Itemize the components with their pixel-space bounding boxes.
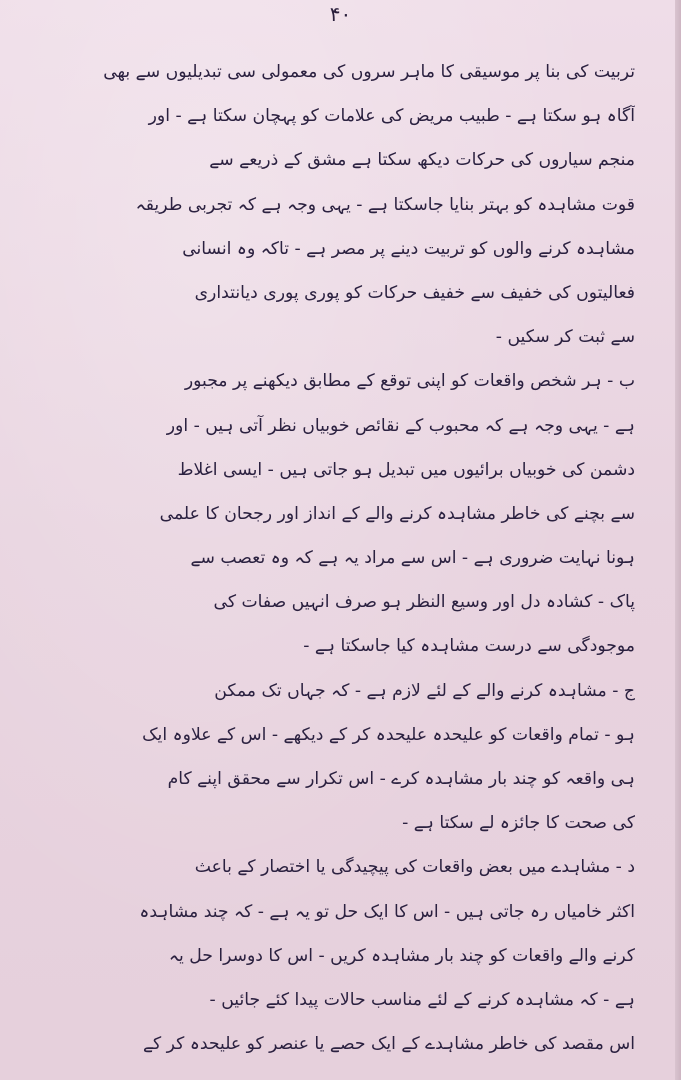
text-line: تربیت کی بنا پر موسیقی کا ماہر سروں کی معمولی سی تبدیلیوں سے بھی: [103, 62, 635, 82]
text-line: سے ثبت کر سکیں -: [495, 327, 635, 348]
page-edge-shadow: [675, 0, 681, 1080]
text-line: موجودگی سے درست مشاہدہ کیا جاسکتا ہے -: [303, 636, 635, 657]
text-line: مشاہدہ کرنے والوں کو تربیت دینے پر مصر ہے - تاکہ وہ انسانی: [182, 238, 635, 259]
text-line: پاک - کشادہ دل اور وسیع النظر ہو صرف انہیں صفات کی: [213, 592, 635, 613]
text-line: ہے - کہ مشاہدہ کرنے کے لئے مناسب حالات پیدا کئے جائیں -: [209, 989, 635, 1010]
text-line: ہو - تمام واقعات کو علیحدہ علیحدہ کر کے دیکھے - اس کے علاوہ ایک: [142, 724, 635, 745]
text-line: سے بچنے کی خاطر مشاہدہ کرنے والے کے انداز اور رجحان کا علمی: [159, 503, 635, 524]
text-line: د - مشاہدے میں بعض واقعات کی پیچیدگی یا اختصار کے باعث: [194, 857, 635, 878]
text-line: دشمن کی خوبیاں برائیوں میں تبدیل ہو جاتی ہیں - ایسی اغلاط: [177, 459, 635, 480]
text-line: ہے - یہی وجہ ہے کہ محبوب کے نقائص خوبیاں نظر آتی ہیں - اور: [166, 415, 635, 436]
text-line: ج - مشاہدہ کرنے والے کے لئے لازم ہے - کہ جہاں تک ممکن: [214, 680, 635, 701]
text-line: منجم سیاروں کی حرکات دیکھ سکتا ہے مشق کے ذریعے سے: [209, 150, 635, 171]
text-line: فعالیتوں کی خفیف سے خفیف حرکات کو پوری پوری دیانتداری: [194, 282, 635, 303]
text-line: اکثر خامیاں رہ جاتی ہیں - اس کا ایک حل تو یہ ہے - کہ چند مشاہدہ: [139, 901, 635, 922]
text-line: کرنے والے واقعات کو چند بار مشاہدہ کریں - اس کا دوسرا حل یہ: [168, 945, 635, 966]
page-number: ۴۰: [329, 2, 352, 26]
text-line: قوت مشاہدہ کو بہتر بنایا جاسکتا ہے - یہی وجہ ہے کہ تجربی طریقہ: [135, 194, 635, 215]
text-line: ب - ہر شخص واقعات کو اپنی توقع کے مطابق دیکھنے پر مجبور: [184, 371, 635, 392]
text-line: کی صحت کا جائزہ لے سکتا ہے -: [402, 813, 635, 834]
text-line: آگاہ ہو سکتا ہے - طبیب مریض کی علامات کو پہچان سکتا ہے - اور: [148, 106, 635, 127]
body-text: [50, 50, 635, 1066]
text-line: اس مقصد کی خاطر مشاہدے کے ایک حصے یا عنصر کو علیحدہ کر کے: [142, 1034, 635, 1055]
text-line: ہونا نہایت ضروری ہے - اس سے مراد یہ ہے کہ وہ تعصب سے: [190, 548, 635, 569]
text-line: ہی واقعہ کو چند بار مشاہدہ کرے - اس تکرار سے محقق اپنے کام: [167, 769, 635, 789]
